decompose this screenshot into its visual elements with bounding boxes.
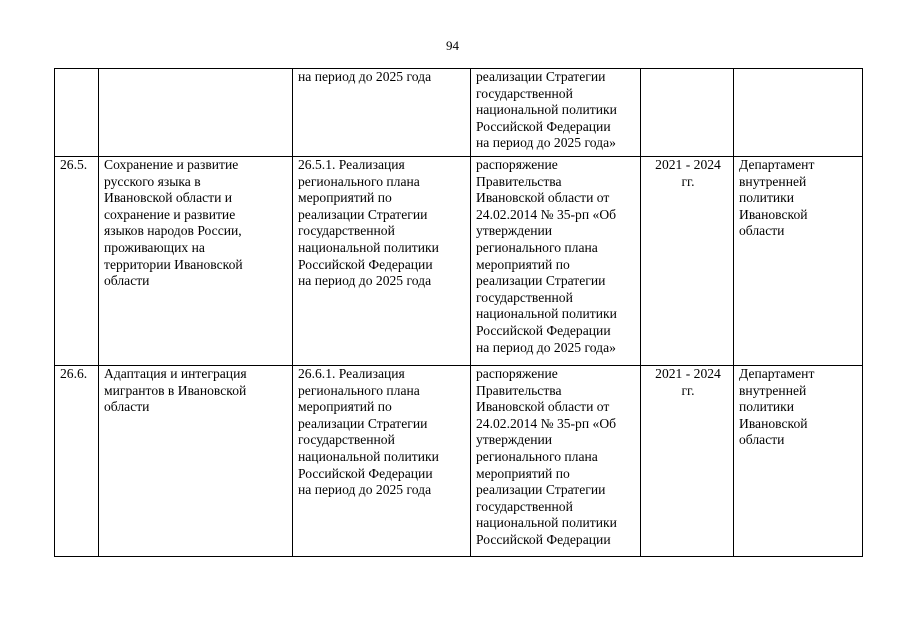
document-line: национальной политики [476, 515, 617, 531]
document-line: на период до 2025 года» [476, 339, 616, 355]
document-line: реализации Стратегии [476, 273, 606, 289]
task-line: территории Ивановской [104, 256, 243, 272]
task-line: Сохранение и развитие [104, 157, 239, 172]
document-line: 24.02.2014 № 35-рп «Об [476, 206, 617, 222]
executor-cell [734, 366, 863, 557]
executor-line: области [739, 223, 785, 239]
measure-cell [293, 366, 471, 557]
measure-line: реализации Стратегии [298, 206, 428, 222]
executor-line: Департамент [739, 157, 815, 172]
measure-line: Российской Федерации [298, 256, 433, 272]
document-cell [471, 69, 641, 157]
document-line: Правительства [476, 382, 562, 398]
table-row [55, 366, 863, 557]
document-line: Ивановской области от [476, 399, 610, 415]
document-line: реализации Стратегии [476, 482, 606, 498]
document-line: государственной [476, 498, 573, 514]
executor-line: политики [739, 190, 795, 206]
executor-line: Департамент [739, 366, 815, 381]
document-line: государственной [476, 85, 573, 101]
document-line: Российской Федерации [476, 322, 611, 338]
executor-line: области [739, 432, 785, 448]
task-cell [99, 157, 293, 366]
measure-cell [293, 69, 471, 157]
document-line: распоряжение [476, 366, 558, 381]
document-line: национальной политики [476, 102, 617, 118]
document-line: утверждении [476, 432, 553, 448]
measure-cell [293, 157, 471, 366]
document-cell [471, 157, 641, 366]
executor-line: политики [739, 399, 795, 415]
document-line: регионального плана [476, 448, 598, 464]
task-line: Ивановской области и [104, 190, 233, 206]
years-cell [641, 69, 734, 157]
row-number-cell: 26.6. [55, 366, 99, 557]
years-line: 2021 - 2024 [655, 366, 721, 381]
measure-line: государственной [298, 223, 395, 239]
table-row [55, 69, 863, 157]
document-line: реализации Стратегии [476, 69, 606, 84]
executor-line: Ивановской [739, 415, 808, 431]
measure-line: Российской Федерации [298, 465, 433, 481]
task-cell [99, 69, 293, 157]
document-line: регионального плана [476, 239, 598, 255]
row-number-cell: 26.5. [55, 157, 99, 366]
table-row [55, 157, 863, 366]
measure-line: 26.5.1. Реализация [298, 157, 405, 172]
task-line: Адаптация и интеграция [104, 366, 247, 381]
measure-line: национальной политики [298, 448, 439, 464]
executor-cell [734, 69, 863, 157]
task-cell [99, 366, 293, 557]
task-line: русского языка в [104, 173, 201, 189]
measure-line: мероприятий по [298, 190, 392, 206]
measure-line: регионального плана [298, 382, 420, 398]
executor-line: внутренней [739, 173, 807, 189]
measure-line: мероприятий по [298, 399, 392, 415]
measure-line: регионального плана [298, 173, 420, 189]
task-line: области [104, 399, 150, 415]
measure-line: на период до 2025 года [298, 482, 432, 498]
document-line: на период до 2025 года» [476, 135, 616, 151]
measure-line: реализации Стратегии [298, 415, 428, 431]
document-line: распоряжение [476, 157, 558, 172]
page-number: 94 [446, 38, 459, 53]
task-line: языков народов России, [104, 223, 242, 239]
measure-line: на период до 2025 года [298, 273, 432, 289]
years-line: гг. [681, 173, 695, 189]
measure-line: на период до 2025 года [298, 69, 432, 84]
years-line: гг. [681, 382, 695, 398]
measure-line: государственной [298, 432, 395, 448]
plan-table [54, 68, 863, 557]
document-line: Российской Федерации [476, 531, 611, 547]
document-line: Российской Федерации [476, 118, 611, 134]
task-line: мигрантов в Ивановской [104, 382, 247, 398]
years-cell [641, 157, 734, 366]
document-cell [471, 366, 641, 557]
document-line: государственной [476, 289, 573, 305]
task-line: сохранение и развитие [104, 206, 236, 222]
document-line: 24.02.2014 № 35-рп «Об [476, 415, 617, 431]
executor-cell [734, 157, 863, 366]
executor-line: внутренней [739, 382, 807, 398]
years-cell [641, 366, 734, 557]
document-line: утверждении [476, 223, 553, 239]
document-line: мероприятий по [476, 465, 570, 481]
document-line: Правительства [476, 173, 562, 189]
document-line: мероприятий по [476, 256, 570, 272]
document-line: Ивановской области от [476, 190, 610, 206]
row-number-cell [55, 69, 99, 157]
years-line: 2021 - 2024 [655, 157, 721, 172]
measure-line: национальной политики [298, 239, 439, 255]
measure-line: 26.6.1. Реализация [298, 366, 405, 381]
task-line: области [104, 273, 150, 289]
task-line: проживающих на [104, 239, 205, 255]
executor-line: Ивановской [739, 206, 808, 222]
document-line: национальной политики [476, 306, 617, 322]
